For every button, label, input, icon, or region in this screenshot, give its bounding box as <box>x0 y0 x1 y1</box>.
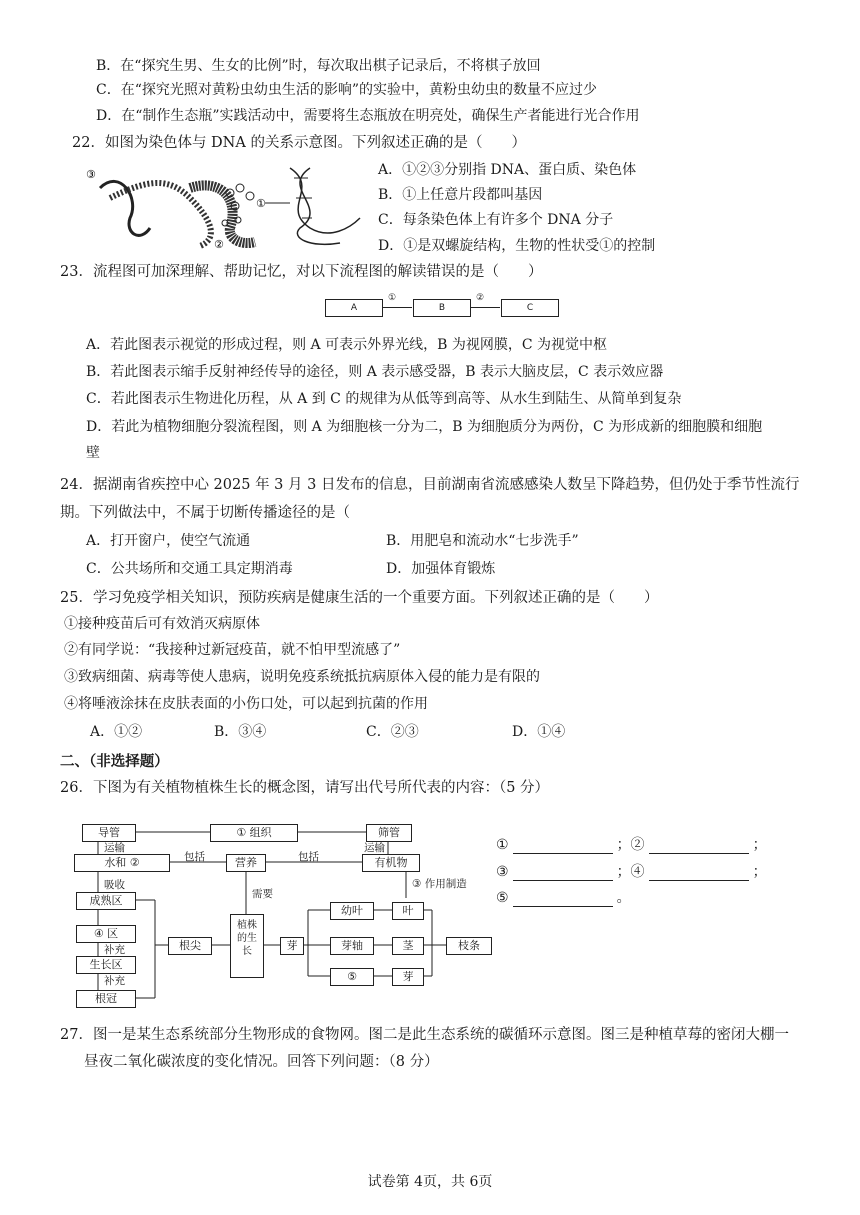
q23-option-b: B．若此图表示缩手反射神经传导的途径，则 A 表示感受器，B 表示大脑皮层，C 表示效应器 <box>86 364 664 380</box>
cm-shengzhang: 生长区 <box>76 956 136 974</box>
cm-q5: ⑤ <box>330 968 374 986</box>
answer-blank-4[interactable] <box>649 866 749 881</box>
answer-label-1: ① <box>496 837 509 853</box>
answer-row-1 <box>496 834 767 854</box>
cm-yunshu-2: 运输 <box>364 842 385 854</box>
cm-youjiwu: 有机物 <box>362 854 420 872</box>
cm-ya-2: 芽 <box>392 968 424 986</box>
answer-end-2: ； <box>752 864 767 880</box>
answer-label-5: ⑤ <box>496 890 509 906</box>
q21-option-d: D．在“制作生态瓶”实践活动中，需要将生态瓶放在明亮处，确保生产者能进行光合作用 <box>96 108 640 124</box>
flow-arrow-1-label: ① <box>388 293 397 303</box>
cm-zuoyong: ③ 作用制造 <box>412 878 467 890</box>
q23-option-a: A．若此图表示视觉的形成过程，则 A 可表示外界光线，B 为视网膜，C 为视觉中枢 <box>86 337 608 353</box>
flow-box-c: C <box>501 299 559 317</box>
cm-zhitiao: 枝条 <box>446 937 492 955</box>
answer-label-3: ③ <box>496 864 509 880</box>
q23-stem: 23．流程图可加深理解、帮助记忆，对以下流程图的解读错误的是（ ） <box>60 264 543 280</box>
q26-stem: 26．下图为有关植物植株生长的概念图，请写出代号所代表的内容：（5 分） <box>60 780 550 796</box>
answer-row-2 <box>496 861 767 881</box>
q24-stem: 24．据湖南省疾控中心 2025 年 3 月 3 日发布的信息，目前湖南省流感感染人数呈下降趋势，但仍处于季节性流行 <box>60 477 800 493</box>
cm-youye: 幼叶 <box>330 902 374 920</box>
cm-ye: 叶 <box>392 902 424 920</box>
q24-option-a: A．打开窗户，使空气流通 <box>86 533 251 549</box>
q25-option-a: A．①② <box>90 724 143 740</box>
answer-blank-5[interactable] <box>513 892 613 907</box>
cm-baokuo-1: 包括 <box>184 851 205 863</box>
label-3: ③ <box>86 168 96 181</box>
answer-label-4: ；④ <box>616 864 645 880</box>
answer-blank-1[interactable] <box>513 839 613 854</box>
cm-chengshu: 成熟区 <box>76 892 136 910</box>
q21-option-b: B．在“探究生男、生女的比例”时，每次取出棋子记录后，不将棋子放回 <box>96 58 541 74</box>
q23-option-d: D．若此为植物细胞分裂流程图，则 A 为细胞核一分为二，B 为细胞质分为两份，C 为形成新的细胞膜和细胞 <box>86 419 763 435</box>
cm-shuihe: 水和 ② <box>74 854 170 872</box>
q22-option-d: D．①是双螺旋结构，生物的性状受①的控制 <box>378 238 656 254</box>
q27-stem-cont: 昼夜二氧化碳浓度的变化情况。回答下列问题：（8 分） <box>84 1054 439 1070</box>
cm-xuyao: 需要 <box>252 888 273 900</box>
q22-option-b: B．①上任意片段都叫基因 <box>378 187 543 203</box>
q24-option-d: D．加强体育锻炼 <box>386 561 496 577</box>
flow-box-a: A <box>325 299 383 317</box>
q25-statement-4: ④将唾液涂抹在皮肤表面的小伤口处，可以起到抗菌的作用 <box>64 696 428 712</box>
cm-genguan: 根冠 <box>76 990 136 1008</box>
q23-option-d-cont: 壁 <box>86 445 100 461</box>
q25-option-b: B．③④ <box>214 724 267 740</box>
cm-buchong-2: 补充 <box>104 975 125 987</box>
q22-stem: 22．如图为染色体与 DNA 的关系示意图。下列叙述正确的是（ ） <box>72 135 526 151</box>
cm-yazhou: 芽轴 <box>330 937 374 955</box>
q22-option-a: A．①②③分别指 DNA、蛋白质、染色体 <box>378 162 637 178</box>
cm-daoguan: 导管 <box>82 824 136 842</box>
answer-end-1: ； <box>752 837 767 853</box>
q23-option-c: C．若此图表示生物进化历程，从 A 到 C 的规律为从低等到高等、从水生到陆生、从简单到复杂 <box>86 391 682 407</box>
q25-statement-3: ③致病细菌、病毒等使人患病，说明免疫系统抵抗病原体入侵的能力是有限的 <box>64 669 540 685</box>
q25-stem: 25．学习免疫学相关知识，预防疾病是健康生活的一个重要方面。下列叙述正确的是（ ） <box>60 590 659 606</box>
cm-ya: 芽 <box>280 937 304 955</box>
q25-option-c: C．②③ <box>366 724 419 740</box>
q24-option-c: C．公共场所和交通工具定期消毒 <box>86 561 293 577</box>
q25-statement-1: ①接种疫苗后可有效消灭病原体 <box>64 616 260 632</box>
flow-box-b: B <box>413 299 471 317</box>
q25-statement-2: ②有同学说：“我接种过新冠疫苗，就不怕甲型流感了” <box>64 642 401 658</box>
cm-genjian: 根尖 <box>168 937 212 955</box>
cm-baokuo-2: 包括 <box>298 851 319 863</box>
q21-option-c: C．在“探究光照对黄粉虫幼虫生活的影响”的实验中，黄粉虫幼虫的数量不应过少 <box>96 82 598 98</box>
cm-zuzhi: ① 组织 <box>210 824 298 842</box>
cm-yingyang: 营养 <box>226 854 266 872</box>
answer-blank-2[interactable] <box>649 839 749 854</box>
cm-jing: 茎 <box>392 937 424 955</box>
q22-option-c: C．每条染色体上有许多个 DNA 分子 <box>378 212 614 228</box>
answer-label-2: ；② <box>616 837 645 853</box>
answer-row-3 <box>496 887 631 907</box>
label-1: ① <box>256 197 266 210</box>
q24-stem-cont: 期。下列做法中，不属于切断传播途径的是（ <box>60 505 350 521</box>
section-2-heading: 二、（非选择题） <box>60 753 169 770</box>
cm-buchong-1: 补充 <box>104 944 125 956</box>
q25-option-d: D．①④ <box>512 724 566 740</box>
page-footer: 试卷第 4页，共 6页 <box>367 1174 493 1190</box>
answer-end-3: 。 <box>616 890 631 906</box>
flow-arrow-2-label: ② <box>476 293 485 303</box>
cm-xishou: 吸收 <box>104 879 125 891</box>
label-2: ② <box>214 238 224 250</box>
q27-stem: 27．图一是某生态系统部分生物形成的食物网。图二是此生态系统的碳循环示意图。图三是种植草莓的密闭大棚一 <box>60 1027 789 1043</box>
cm-center: 植株的生长 <box>230 914 264 978</box>
answer-blank-3[interactable] <box>513 866 613 881</box>
cm-qu4: ④ 区 <box>76 925 136 943</box>
q24-option-b: B．用肥皂和流动水“七步洗手” <box>386 533 579 549</box>
cm-shaiguan: 筛管 <box>366 824 412 842</box>
cm-yunshu-1: 运输 <box>104 842 125 854</box>
